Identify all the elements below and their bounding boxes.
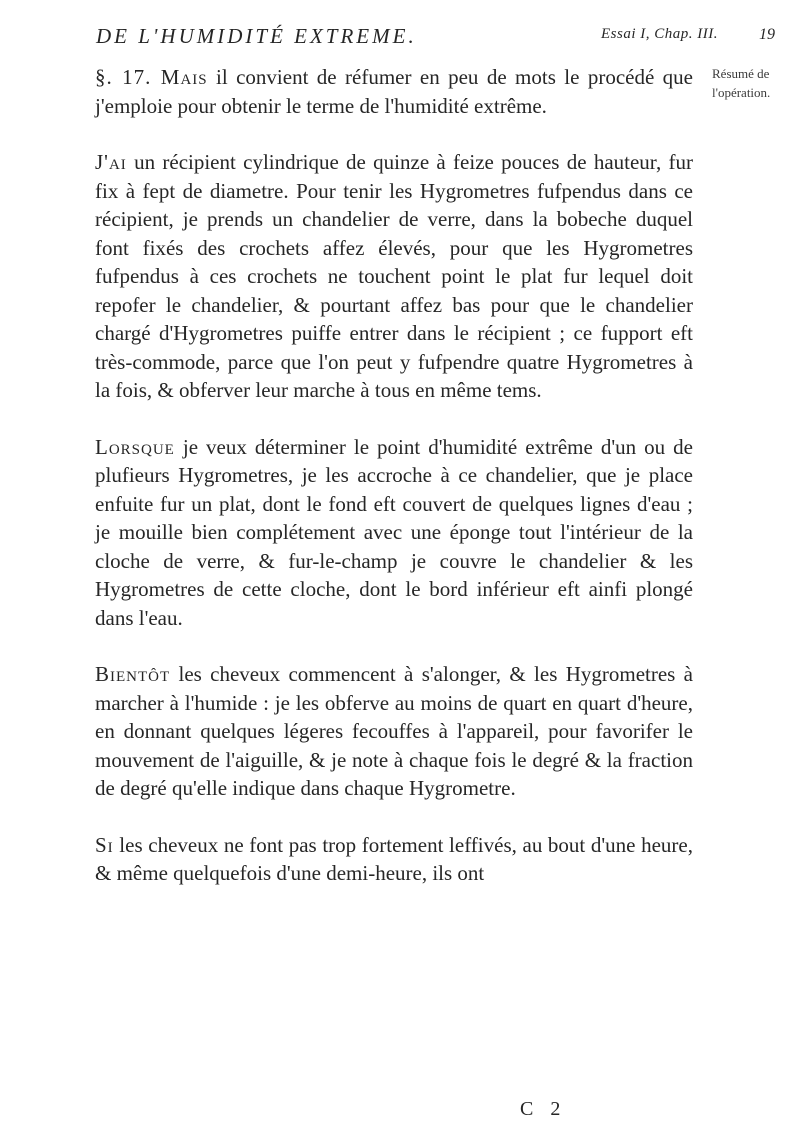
paragraph-bientot — [95, 660, 693, 803]
paragraph-lead: §. 17. Mais — [95, 65, 208, 89]
paragraph-lorsque — [95, 433, 693, 633]
paragraph-text: il convient de réfumer en peu de mots le procédé que j'emploie pour obtenir le terme de l'humidité extrême. — [95, 65, 693, 118]
page-number: 19 — [759, 26, 775, 43]
running-head — [96, 24, 776, 54]
body-text — [95, 63, 693, 888]
paragraph-text: les cheveux commencent à s'alonger, & les Hygrometres à marcher à l'humide : je les obferve au moins de quart en quart d'heure, en donnant quelques légeres fecouffes à l'appareil, pour favorifer le mouvement de l'aiguille, & je note à chaque fois le degré & la fraction de degré qu'elle indique dans chaque Hygrometre. — [95, 662, 693, 800]
paragraph-section-17 — [95, 63, 693, 120]
paragraph-text: un récipient cylindrique de quinze à feize pouces de hauteur, fur fix à fept de diametre. Pour tenir les Hygrometres fufpendus dans ce récipient, je prends un chandelier de verre, dans la bobeche duquel font fixés des crochets affez élevés, pour que les Hygrometres fufpendus à ces crochets ne touchent point le plat fur lequel doit repofer le chandelier, & pourtant affez bas pour que le chandelier chargé d'Hygrometres puiffe entrer dans le récipient ; ce fupport eft très-commode, parce que l'on peut y fufpendre quatre Hygrometres à la fois, & obferver leur marche à tous en même tems. — [95, 150, 693, 402]
paragraph-lead: J'ai — [95, 150, 127, 174]
paragraph-si — [95, 831, 693, 888]
paragraph-text: les cheveux ne font pas trop fortement leffivés, au bout d'une heure, & même quelquefois d'une demi-heure, ils ont — [95, 832, 693, 885]
paragraph-recipient — [95, 148, 693, 405]
signature-mark: C 2 — [520, 1098, 567, 1120]
paragraph-lead: Si — [95, 832, 114, 857]
paragraph-text: je veux déterminer le point d'humidité extrême d'un ou de plufieurs Hygrometres, je les accroche à ce chandelier, que je place enfuite fur un plat, dont le fond eft couvert de quelques lignes d'eau ; je mouille bien complétement avec une éponge tout l'intérieur de la cloche de verre, & fur-le-champ je couvre le chandelier & les Hygrometres de cette cloche, dont le bord inférieur eft ainfi plongé dans l'eau. — [95, 434, 693, 630]
running-head-chapter: Essai I, Chap. III. — [601, 26, 718, 42]
paragraph-lead: Lorsque — [95, 434, 175, 459]
margin-note: Résumé de l'opération. — [712, 66, 771, 100]
paragraph-lead: Bientôt — [95, 662, 171, 686]
running-head-title: DE L'HUMIDITÉ EXTREME. — [96, 24, 417, 48]
